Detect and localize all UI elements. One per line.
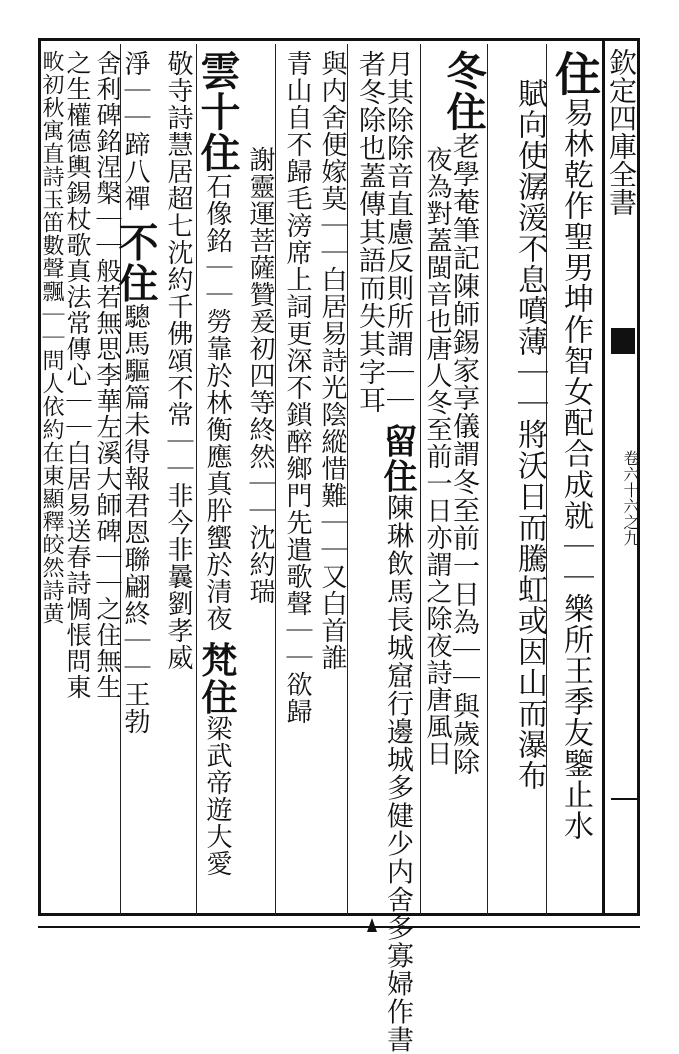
- entry-text: 敬寺詩慧居超七: [163, 50, 193, 239]
- entry-text: 石像銘｜｜勞靠於林衡應真肸蠁於清夜: [202, 173, 232, 632]
- entry-head: 住: [548, 50, 602, 97]
- entry-head: 梵住: [196, 641, 238, 716]
- juan-number: 卷六十六之九: [621, 450, 640, 546]
- text-column: [280, 50, 314, 910]
- text-column: [548, 50, 602, 910]
- text-column: [92, 50, 122, 910]
- entry-head: 留住: [377, 423, 417, 494]
- entry-head: 不住: [112, 221, 159, 304]
- fishtail-mark: [611, 328, 635, 354]
- entry-text: 謝靈運菩薩贊爰初四等終然｜｜沈約瑞: [245, 146, 275, 605]
- entry-text: 驄馬驅篇未得報君恩聯翩終｜｜王勃: [120, 303, 150, 736]
- text-column: [60, 50, 62, 910]
- entry-text: 與内舍便嫁莫｜｜白居易詩光陰縱惜難｜｜又白首誰: [317, 50, 347, 671]
- entry-text: 之生權德輿錫杖歌真法常傳心｜｜白居易送春詩惆悵問東: [63, 50, 92, 700]
- entry-text: 夜為對蓋閩音也唐人冬至前一日亦謂之除夜詩唐風日: [422, 146, 452, 767]
- entry-text: 舍利碑銘涅槃｜｜般若無思李華左溪大師碑｜｜之住無生: [93, 50, 122, 700]
- page-margin: [602, 38, 640, 916]
- entry-text: 老學菴筆記陳師錫家享儀謂冬至前一日為｜｜與歲除: [448, 132, 479, 776]
- entry-text: 沈約千佛頌不常｜｜非今非曩劉孝威: [163, 239, 193, 671]
- text-column: [112, 50, 160, 910]
- bottom-border: [38, 916, 640, 928]
- entry-head: 雲十住: [194, 50, 241, 173]
- text-column: [160, 50, 196, 910]
- entry-text: 月其除除音直慮反則所謂｜｜: [382, 50, 413, 414]
- margin-rule: [611, 798, 637, 800]
- book-title: 欽定四庫全書: [605, 48, 638, 216]
- bottom-marker-icon: [367, 918, 377, 932]
- text-column: [352, 50, 386, 910]
- text-column: [62, 50, 92, 910]
- entry-text: 賦向使潺湲不息噴薄｜｜將沃日而騰虹或因山而瀑布: [512, 78, 547, 791]
- text-column: [440, 50, 488, 910]
- text-column: [228, 50, 264, 910]
- text-column: [40, 50, 62, 910]
- entry-text: 者冬除也蓋傳其語而失其字耳: [354, 50, 385, 414]
- entry-text: 梁武帝遊大愛: [202, 715, 232, 878]
- text-column: [377, 50, 422, 1054]
- entry-text: 畋初秋寓直詩玉笛數聲飄｜｜問人依約在東顯釋皎然詩黄: [39, 50, 64, 625]
- entry-text: 青山自不歸毛滂席上詞更深不鎖醉鄉門先遣歌聲｜｜欲歸: [282, 50, 312, 725]
- entry-text: 淨｜｜蹄八禪: [120, 50, 150, 212]
- entry-text: 陳琳飲馬長城窟行邊城多健少内舍多寡婦作書: [382, 493, 413, 1054]
- text-column: [490, 50, 530, 910]
- text-column: [316, 50, 348, 910]
- entry-text: 易林乾作聖男坤作智女配合成就｜｜樂所王季友鑒止水: [558, 97, 593, 841]
- entry-head: 冬住: [440, 50, 487, 132]
- text-column: [422, 50, 452, 910]
